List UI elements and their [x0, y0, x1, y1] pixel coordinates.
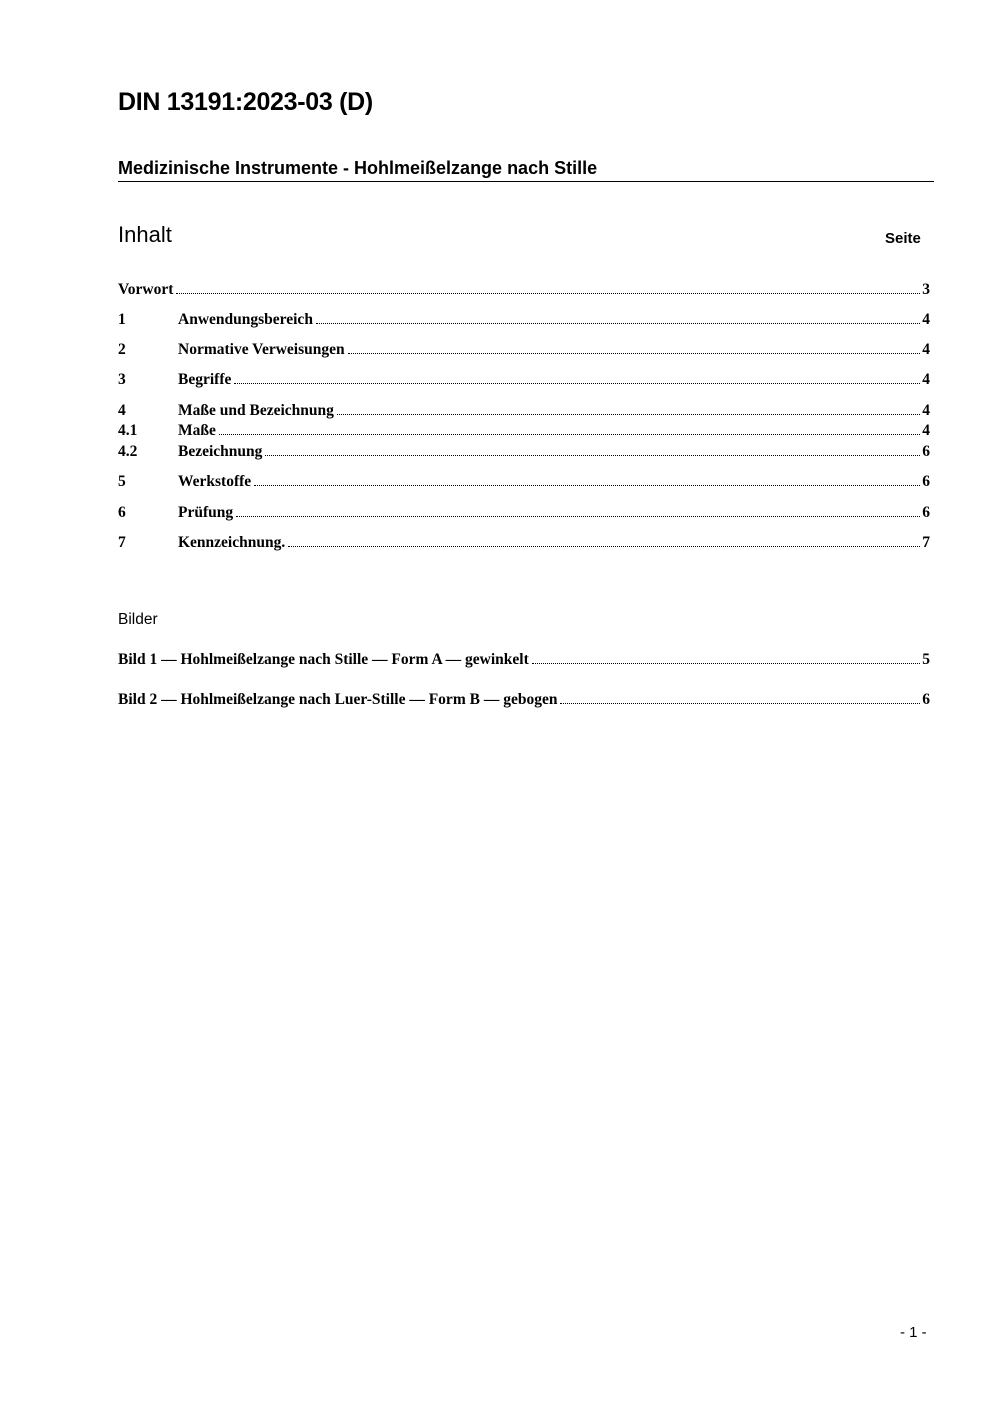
- figure-entry-page: 5: [922, 651, 930, 668]
- toc-entry-page: 3: [922, 281, 930, 298]
- figure-entry-title: Bild 2 — Hohlmeißelzange nach Luer-Stille — Form B — gebogen: [118, 691, 558, 708]
- figure-entry-2[interactable]: [118, 690, 930, 710]
- document-title: DIN 13191:2023-03 (D): [118, 88, 373, 116]
- toc-leader-dots: [288, 546, 920, 547]
- toc-entry-1[interactable]: [118, 310, 930, 330]
- figures-heading: Bilder: [118, 611, 158, 628]
- toc-entry-title: Maße und Bezeichnung: [178, 402, 334, 419]
- figure-entry-page: 6: [922, 691, 930, 708]
- figure-entry-1[interactable]: [118, 650, 930, 670]
- toc-entry-4[interactable]: [118, 401, 930, 421]
- toc-entry-page: 4: [922, 402, 930, 419]
- toc-entry-title: Begriffe: [178, 371, 232, 388]
- toc-entry-number: 5: [118, 473, 126, 490]
- toc-entry-number: 7: [118, 534, 126, 551]
- toc-leader-dots: [532, 663, 921, 664]
- toc-heading: Inhalt: [118, 222, 172, 247]
- toc-leader-dots: [176, 293, 920, 294]
- toc-entry-title: Bezeichnung: [178, 443, 263, 460]
- toc-entry-3[interactable]: [118, 370, 930, 390]
- toc-entry-page: 7: [922, 534, 930, 551]
- toc-entry-number: 2: [118, 341, 126, 358]
- toc-entry-2[interactable]: [118, 340, 930, 360]
- toc-entry-4-2[interactable]: [118, 442, 930, 462]
- page-number: - 1 -: [900, 1324, 927, 1341]
- toc-entry-title: Anwendungsbereich: [178, 311, 313, 328]
- toc-entry-number: 3: [118, 371, 126, 388]
- toc-leader-dots: [234, 383, 920, 384]
- toc-leader-dots: [265, 455, 920, 456]
- toc-entry-page: 6: [922, 473, 930, 490]
- toc-leader-dots: [219, 434, 920, 435]
- toc-leader-dots: [254, 485, 920, 486]
- toc-leader-dots: [337, 414, 920, 415]
- toc-entry-page: 6: [922, 443, 930, 460]
- toc-page-column-label: Seite: [885, 230, 921, 247]
- toc-entry-5[interactable]: [118, 472, 930, 492]
- document-subtitle: Medizinische Instrumente - Hohlmeißelzange nach Stille: [118, 158, 934, 182]
- toc-entry-page: 4: [922, 311, 930, 328]
- toc-entry-number: 1: [118, 311, 126, 328]
- toc-entry-title: Werkstoffe: [178, 473, 252, 490]
- toc-entry-7[interactable]: [118, 533, 930, 553]
- toc-entry-title: Kennzeichnung.: [178, 534, 286, 551]
- toc-entry-page: 4: [922, 371, 930, 388]
- figure-entry-title: Bild 1 — Hohlmeißelzange nach Stille — Form A — gewinkelt: [118, 651, 529, 668]
- toc-entry-title: Vorwort: [118, 281, 174, 298]
- toc-entry-4-1[interactable]: [118, 421, 930, 441]
- toc-leader-dots: [316, 323, 920, 324]
- toc-entry-title: Prüfung: [178, 504, 234, 521]
- toc-leader-dots: [560, 703, 920, 704]
- toc-entry-vorwort[interactable]: [118, 280, 930, 300]
- toc-leader-dots: [348, 353, 921, 354]
- toc-entry-number: 6: [118, 504, 126, 521]
- toc-entry-number: 4: [118, 402, 126, 419]
- toc-entry-number: 4.2: [118, 443, 138, 460]
- toc-entry-page: 4: [922, 341, 930, 358]
- toc-entry-6[interactable]: [118, 503, 930, 523]
- toc-entry-title: Normative Verweisungen: [178, 341, 345, 358]
- toc-entry-page: 4: [922, 422, 930, 439]
- toc-entry-title: Maße: [178, 422, 216, 439]
- toc-entry-page: 6: [922, 504, 930, 521]
- toc-entry-number: 4.1: [118, 422, 138, 439]
- toc-leader-dots: [236, 516, 920, 517]
